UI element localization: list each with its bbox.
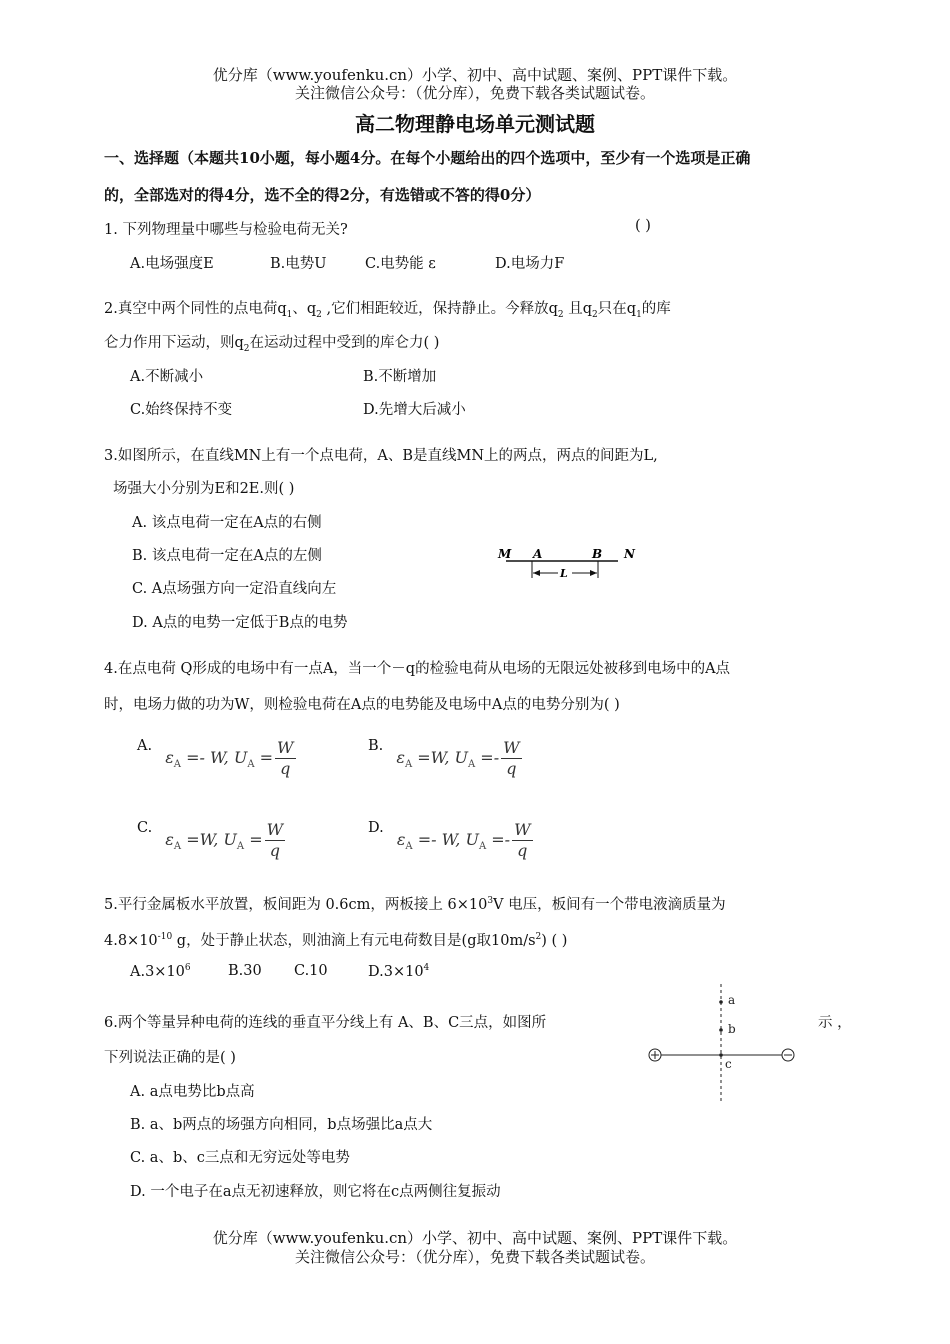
q5-option-a: $A.3\times 10^6$	[130, 963, 191, 980]
q3-option-d: D. A点的电势一定低于B点的电势	[132, 615, 348, 631]
q6-stem-line-2: 下列说法正确的是( )	[104, 1050, 236, 1066]
arrow-right-icon	[590, 570, 597, 576]
q3-option-a: A. 该点电荷一定在A点的右侧	[132, 515, 322, 531]
q5-option-d: $D.3\times 10^4$	[368, 963, 430, 980]
q6-option-d: D. 一个电子在a点无初速释放，则它将在c点两侧往复振动	[130, 1184, 501, 1200]
q2-option-b: B.不断增加	[363, 369, 437, 385]
arrow-left-icon	[533, 570, 540, 576]
q5-option-c: C.10	[294, 963, 328, 979]
q6-stem-line-1: 6.两个等量异种电荷的连线的垂直平分线上有 A、B、C三点，如图所	[104, 1015, 547, 1031]
q2-option-d: D.先增大后减小	[363, 402, 466, 418]
q1-option-c: C.电势能 ε	[365, 256, 436, 272]
q2-stem-line-2: 仑力作用下运动，则$q_2$在运动过程中受到的库仑力( )	[104, 335, 440, 354]
q1-option-d: D.电场力F	[495, 256, 565, 272]
label-a: a	[728, 993, 736, 1007]
label-n: N	[624, 547, 635, 561]
section-intro-line-1: 一、选择题（本题共10小题，每小题4分。在每个小题给出的四个选项中，至少有一个选项是正确	[104, 149, 751, 167]
q3-option-b: B. 该点电荷一定在A点的左侧	[132, 548, 322, 564]
point-b-dot	[719, 1028, 723, 1032]
point-a-dot	[719, 1000, 723, 1004]
q6-figure-dipole	[640, 980, 810, 1105]
q2-stem-line-1: 2.真空中两个同性的点电荷$q_1$、$q_2$ ,它们相距较近，保持静止。今释放$q_2$ 且$q_2$只在$q_1$的库	[104, 301, 671, 320]
section-intro-line-2: 的，全部选对的得4分，选不全的得2分，有选错或不答的得0分）	[104, 186, 541, 204]
q3-stem-line-2: 场强大小分别为E和2E.则( )	[113, 481, 295, 497]
q5-stem-line-1: 5.平行金属板水平放置，板间距为 0.6cm，两板接上 $6\times 10^3V$ 电压，板间有一个带电液滴质量为	[104, 896, 726, 913]
label-c: c	[725, 1057, 732, 1071]
page-title: 高二物理静电场单元测试题	[355, 112, 595, 136]
q1-option-b: B.电势U	[270, 256, 327, 272]
q4-option-d: D. $\varepsilon_A =- W$, $U_A$ =- $\frac{W}{q}$	[368, 820, 531, 860]
q3-stem-line-1: 3.如图所示，在直线MN上有一个点电荷，A、B是直线MN上的两点，两点的间距为L,	[104, 448, 658, 464]
q4-stem-line-1: 4.在点电荷 Q形成的电场中有一点A，当一个－q的检验电荷从电场的无限远处被移到电场中的A点	[104, 661, 731, 677]
label-b: b	[728, 1022, 736, 1036]
q6-option-a: A. a点电势比b点高	[130, 1084, 255, 1100]
label-l: L	[560, 567, 568, 580]
point-c-dot	[719, 1053, 723, 1057]
q6-option-b: B. a、b两点的场强方向相同，b点场强比a点大	[130, 1117, 433, 1133]
header-line-1: 优分库（www.youfenku.cn）小学、初中、高中试题、案例、PPT课件下载。	[212, 66, 738, 84]
q5-option-b: B.30	[228, 963, 262, 979]
q4-option-a: A. $\varepsilon_A =- W$, $U_A$ = $\frac{W}{q}$	[137, 738, 294, 778]
q2-option-a: A.不断减小	[130, 369, 204, 385]
q3-option-c: C. A点场强方向一定沿直线向左	[132, 581, 337, 597]
q1-answer-bracket: ( )	[635, 218, 651, 234]
footer-line-2: 关注微信公众号：（优分库），免费下载各类试题试卷。	[294, 1248, 655, 1266]
q4-stem-line-2: 时，电场力做的功为W，则检验电荷在A点的电势能及电场中A点的电势分别为( )	[104, 697, 620, 713]
q2-option-c: C.始终保持不变	[130, 402, 233, 418]
label-m: M	[498, 547, 512, 561]
q5-stem-line-2: $4.8\times 10^{-10}$ g，处于静止状态，则油滴上有元电荷数目是(g取$10m/s^2$) ( )	[104, 932, 568, 949]
q6-stem-line-1-end: 示 ，	[818, 1015, 852, 1031]
q4-option-b: B. $\varepsilon_A =W$, $U_A$ =- $\frac{W}{q}$	[368, 738, 520, 778]
q1-option-a: A.电场强度E	[130, 256, 214, 272]
q4-option-c: C. $\varepsilon_A =W$, $U_A$ = $\frac{W}{q}$	[137, 820, 284, 860]
q1-stem: 1. 下列物理量中哪些与检验电荷无关?	[104, 222, 348, 238]
q6-option-c: C. a、b、c三点和无穷远处等电势	[130, 1150, 350, 1166]
label-b: B	[592, 547, 603, 561]
q3-figure-line-mn	[490, 540, 640, 585]
footer-line-1: 优分库（www.youfenku.cn）小学、初中、高中试题、案例、PPT课件下载。	[212, 1229, 738, 1247]
label-a: A	[533, 547, 543, 561]
header-line-2: 关注微信公众号：（优分库），免费下载各类试题试卷。	[294, 84, 655, 102]
